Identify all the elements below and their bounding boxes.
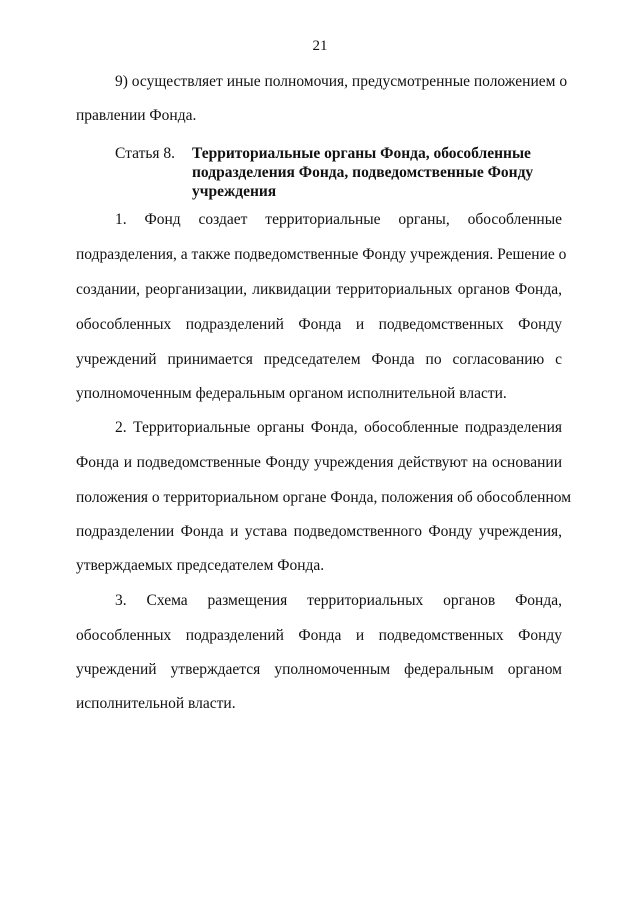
paragraph-3-line-1: 3. Схема размещения территориальных органов Фонда, [115, 592, 562, 609]
paragraph-2-line-3: положения о территориальном органе Фонда, положения об обособленном [76, 489, 572, 506]
article-title-line-3: учреждения [192, 183, 277, 200]
paragraph-1-line-6: уполномоченным федеральным органом исполнительной власти. [76, 385, 507, 402]
paragraph-2-line-2: Фонда и подведомственные Фонду учреждения действуют на основании [76, 454, 562, 471]
paragraph-2-line-4: подразделении Фонда и устава подведомственного Фонду учреждения, [76, 523, 562, 540]
item-9-line-2: правлении Фонда. [76, 107, 197, 124]
paragraph-1-line-4: обособленных подразделений Фонда и подведомственных Фонду [76, 316, 562, 333]
paragraph-2-line-1: 2. Территориальные органы Фонда, обособленные подразделения [115, 419, 562, 436]
paragraph-1-line-3: создании, реорганизации, ликвидации территориальных органов Фонда, [76, 281, 562, 298]
article-title [192, 144, 552, 201]
paragraph-3-line-2: обособленных подразделений Фонда и подведомственных Фонду [76, 627, 562, 644]
article-title-line-1: Территориальные органы Фонда, обособленные [192, 145, 531, 162]
paragraph-2-line-5: утверждаемых председателем Фонда. [76, 557, 325, 574]
item-9-line-1: 9) осуществляет иные полномочия, предусмотренные положением о [115, 73, 568, 90]
paragraph-1-line-1: 1. Фонд создает территориальные органы, обособленные [115, 211, 562, 228]
paragraph-1-line-5: учреждений принимается председателем Фонда по согласованию с [76, 351, 562, 368]
paragraph-3-line-4: исполнительной власти. [76, 695, 236, 712]
paragraph-1-line-2: подразделения, а также подведомственные Фонду учреждения. Решение о [76, 246, 567, 263]
article-label: Статья 8. [115, 145, 176, 162]
paragraph-3-line-3: учреждений утверждается уполномоченным федеральным органом [76, 661, 562, 678]
article-title-line-2: подразделения Фонда, подведомственные Фонду [192, 164, 534, 181]
page-number: 21 [312, 38, 328, 54]
